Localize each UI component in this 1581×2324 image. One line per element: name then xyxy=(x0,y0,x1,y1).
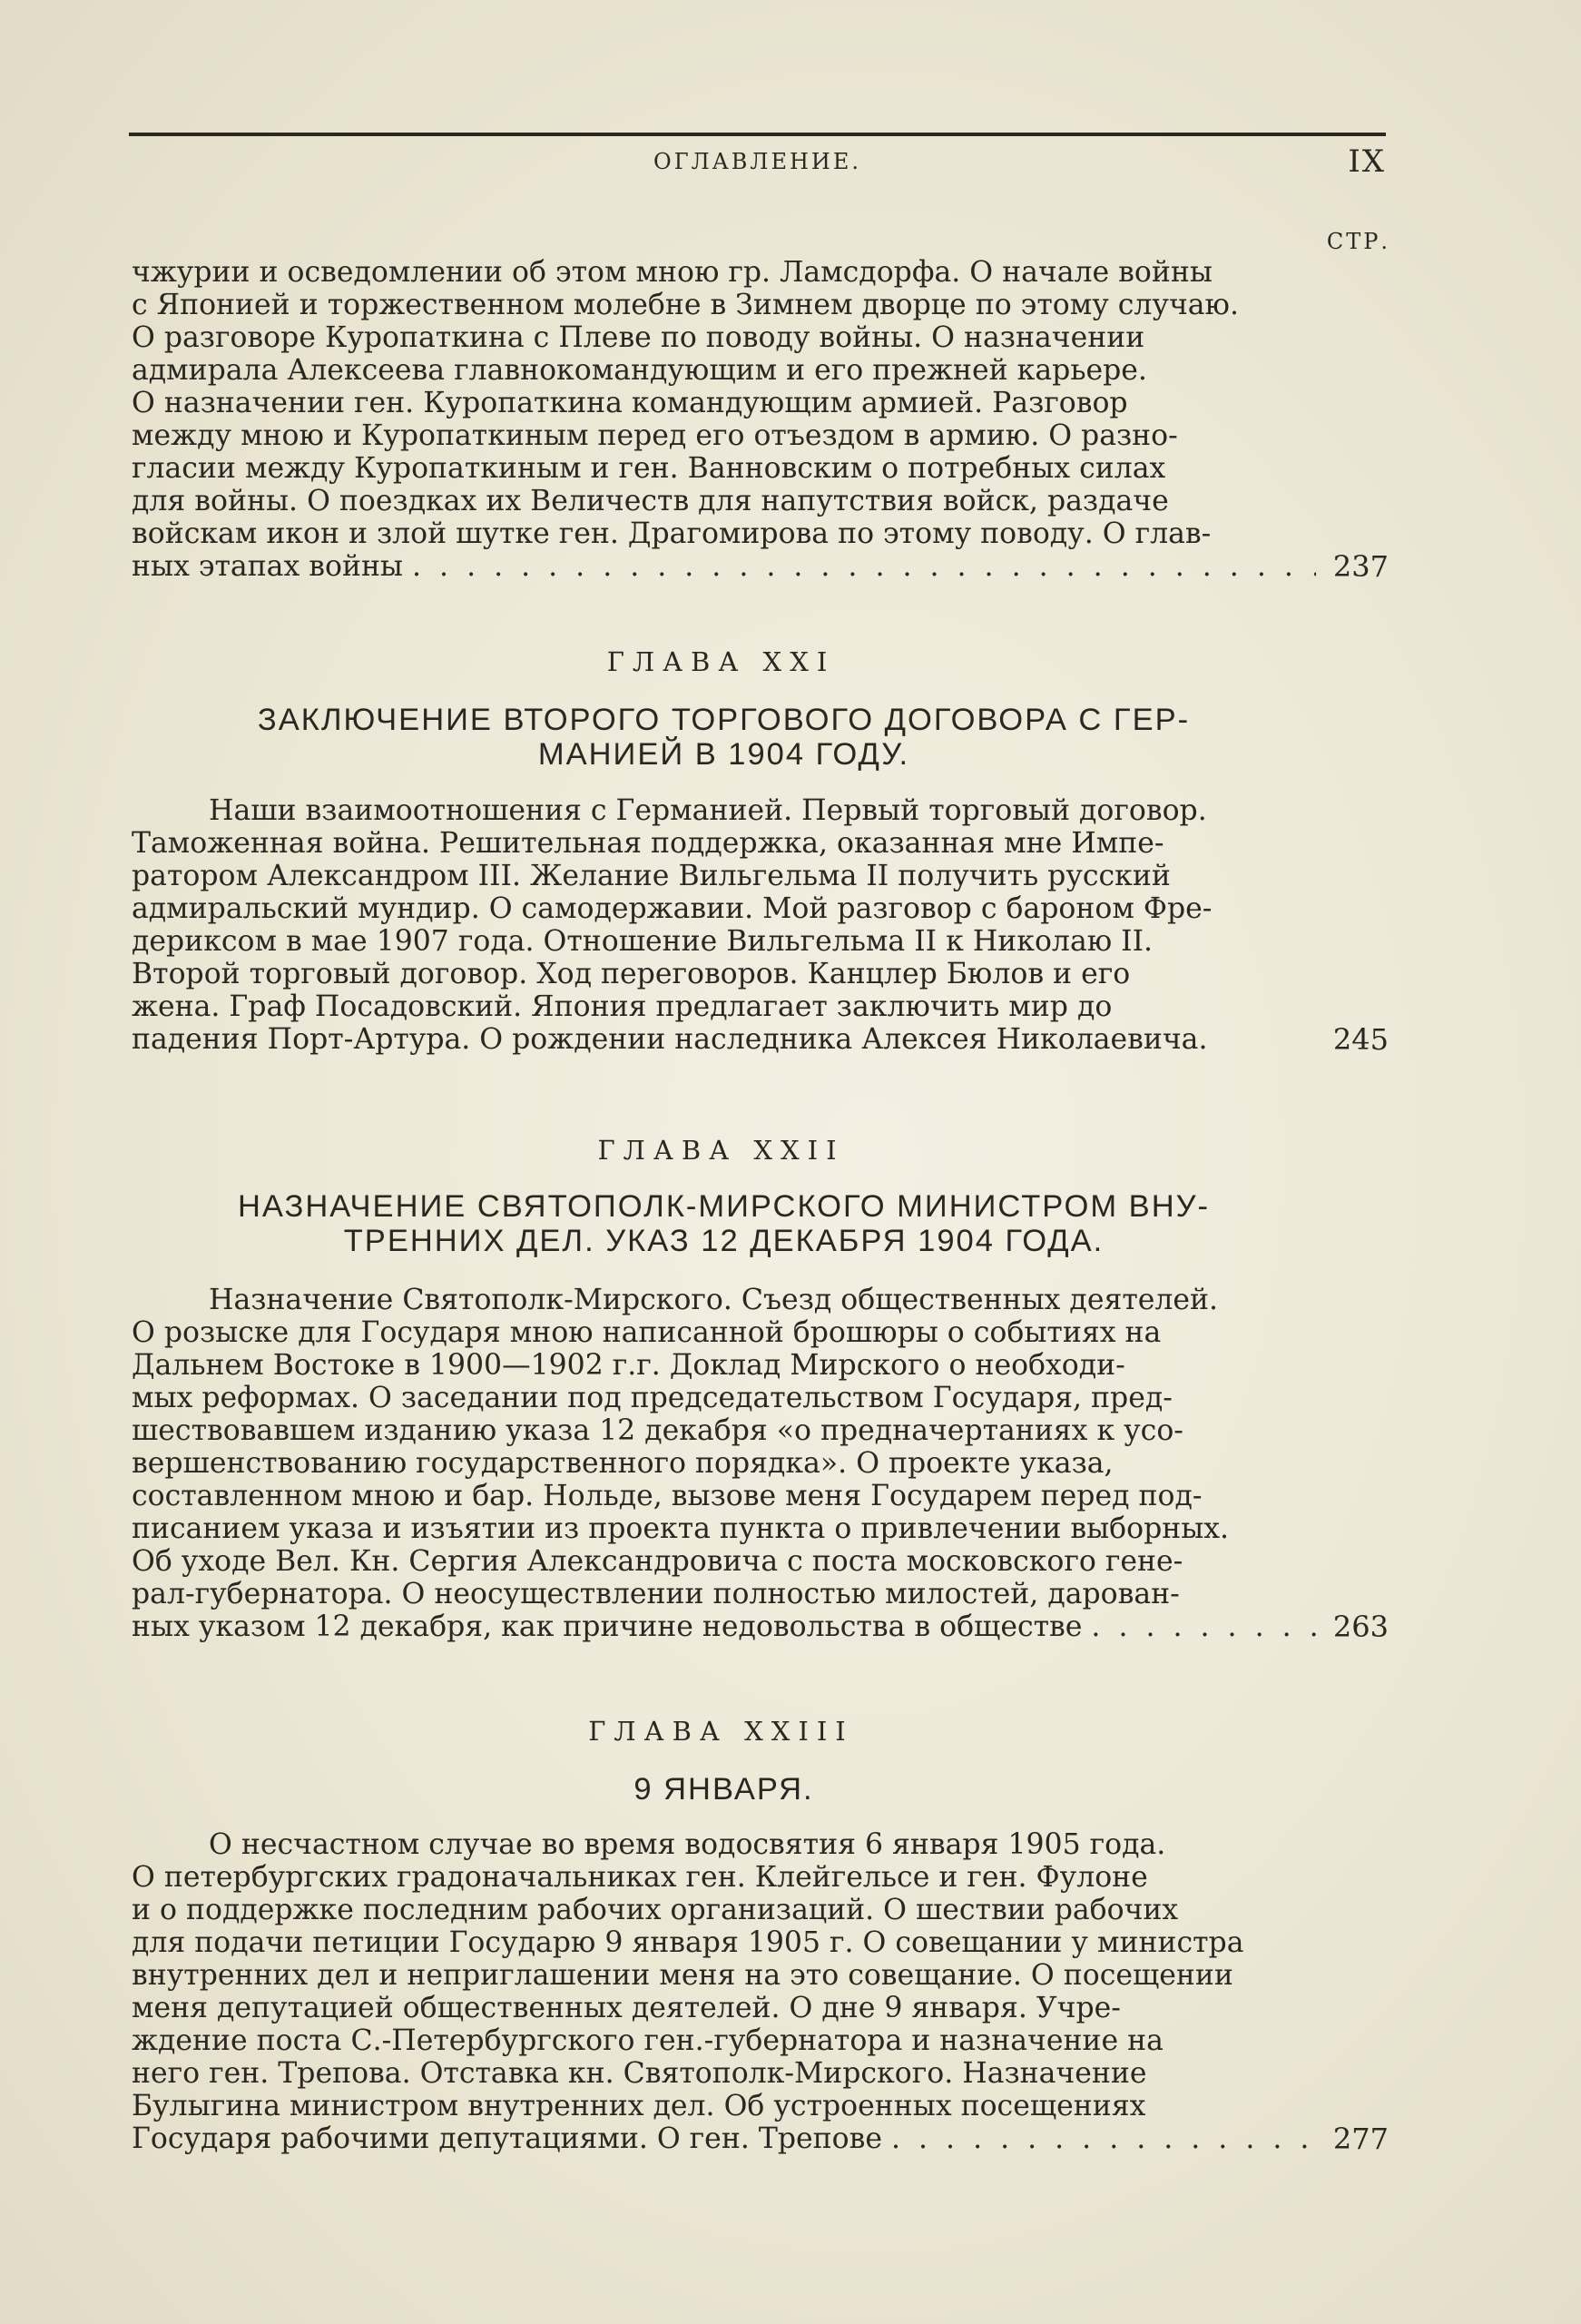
header-rule xyxy=(129,133,1386,136)
summary-line-text: ных указом 12 декабря, как причине недовольства в обществе xyxy=(132,1610,1083,1643)
summary-line: Об уходе Вел. Кн. Сергия Александровича с поста московского гене- xyxy=(132,1545,1183,1578)
summary-line: О петербургских градоначальниках ген. Клейгельсе и ген. Фулоне xyxy=(132,1861,1148,1894)
summary-line: ждение поста С.-Петербургского ген.-губернатора и назначение на xyxy=(132,2024,1164,2057)
summary-line: О назначении ген. Куропаткина командующим армией. Разговор xyxy=(132,387,1128,419)
summary-line: с Японией и торжественном молебне в Зимнем дворце по этому случаю. xyxy=(132,289,1239,321)
chapter-title-line: ТРЕННИХ ДЕЛ. УКАЗ 12 ДЕКАБРЯ 1904 ГОДА. xyxy=(343,1224,1105,1258)
chapter-xxiii-label: ГЛАВА XXIII xyxy=(588,1716,854,1747)
summary-line: меня депутацией общественных деятелей. О дне 9 января. Учре- xyxy=(132,1992,1121,2024)
summary-line: падения Порт-Артура. О рождении наследника Алексея Николаевича. xyxy=(132,1023,1208,1056)
summary-line: составленном мною и бар. Нольде, вызове меня Государем перед под- xyxy=(132,1480,1203,1512)
chapter-xxi-title xyxy=(132,703,1316,772)
summary-line: Наши взаимоотношения с Германией. Первый торговый договор. xyxy=(209,794,1207,827)
page-reference: 245 xyxy=(1332,1022,1389,1057)
summary-line-text: ных этапах войны xyxy=(132,550,404,583)
summary-line: рал-губернатора. О неосуществлении полностью милостей, дарован- xyxy=(132,1578,1180,1610)
summary-line: вершенствованию государственного порядка». О проекте указа, xyxy=(132,1447,1114,1480)
page-reference: 237 xyxy=(1332,549,1389,584)
summary-line: писанием указа и изъятии из проекта пункта о привлечении выборных. xyxy=(132,1512,1230,1545)
summary-line: дериксом в мае 1907 года. Отношение Вильгельма II к Николаю II. xyxy=(132,925,1154,958)
page-reference: 277 xyxy=(1332,2122,1389,2156)
summary-line: адмирала Алексеева главнокомандующим и его прежней карьере. xyxy=(132,354,1147,387)
summary-line: Дальнем Востоке в 1900—1902 г.г. Доклад Мирского о необходи- xyxy=(132,1349,1125,1382)
page-reference: 263 xyxy=(1332,1610,1389,1644)
summary-line: между мною и Куропаткиным перед его отъездом в армию. О разно- xyxy=(132,419,1178,452)
page-number: IX xyxy=(1348,143,1386,180)
summary-line: для подачи петиции Государю 9 января 1905 г. О совещании у министра xyxy=(132,1926,1244,1959)
page-column-label: СТР. xyxy=(1326,229,1390,254)
chapter-xxii-label: ГЛАВА XXII xyxy=(597,1135,845,1166)
summary-line: Таможенная война. Решительная поддержка, оказанная мне Импе- xyxy=(132,827,1164,860)
summary-last-line xyxy=(132,2122,1316,2155)
summary-line: адмиральский мундир. О самодержавии. Мой разговор с бароном Фре- xyxy=(132,892,1213,925)
summary-line: О несчастном случае во время водосвятия 6 января 1905 года. xyxy=(209,1828,1166,1861)
summary-line-text: Государя рабочими депутациями. О ген. Трепове xyxy=(132,2122,882,2155)
summary-line: гласии между Куропаткиным и ген. Ванновским о потребных силах xyxy=(132,452,1166,485)
summary-line: него ген. Трепова. Отставка кн. Святополк-Мирского. Назначение xyxy=(132,2057,1147,2090)
chapter-title-line: ЗАКЛЮЧЕНИЕ ВТОРОГО ТОРГОВОГО ДОГОВОРА С ГЕР- xyxy=(257,703,1191,737)
running-head xyxy=(129,143,1386,180)
summary-line: для войны. О поездках их Величеств для напутствия войск, раздаче xyxy=(132,485,1169,517)
chapter-title-line: НАЗНАЧЕНИЕ СВЯТОПОЛК-МИРСКОГО МИНИСТРОМ ВНУ- xyxy=(237,1189,1211,1224)
summary-last-line xyxy=(132,1610,1316,1643)
chapter-xxiii-title xyxy=(132,1772,1316,1807)
running-title: ОГЛАВЛЕНИЕ. xyxy=(653,149,861,174)
dot-leaders xyxy=(1091,1610,1316,1643)
chapter-xxi-summary xyxy=(132,794,1389,1057)
summary-line: жена. Граф Посадовский. Япония предлагает заключить мир до xyxy=(132,990,1113,1023)
chapter-xxii-summary xyxy=(132,1284,1389,1644)
dot-leaders xyxy=(412,550,1316,583)
chapter-xx-summary xyxy=(132,256,1389,584)
chapter-xxiii-summary xyxy=(132,1828,1389,2156)
chapter-xxi-label: ГЛАВА XXI xyxy=(606,646,836,677)
chapter-xxii-title xyxy=(132,1189,1316,1258)
summary-line: шествовавшем изданию указа 12 декабря «о предначертаниях к усо- xyxy=(132,1414,1183,1447)
summary-line: Второй торговый договор. Ход переговоров. Канцлер Бюлов и его xyxy=(132,958,1131,990)
dot-leaders xyxy=(891,2122,1316,2155)
summary-line: мых реформах. О заседании под председательством Государя, пред- xyxy=(132,1382,1173,1414)
chapter-title-line: МАНИЕЙ В 1904 ГОДУ. xyxy=(537,737,910,772)
summary-line: Булыгина министром внутренних дел. Об устроенных посещениях xyxy=(132,2090,1146,2122)
summary-line: ратором Александром III. Желание Вильгельма II получить русский xyxy=(132,860,1171,892)
chapter-title-line: 9 ЯНВАРЯ. xyxy=(633,1772,814,1807)
summary-line: внутренних дел и неприглашении меня на это совещание. О посещении xyxy=(132,1959,1233,1992)
summary-line: чжурии и осведомлении об этом мною гр. Ламсдорфа. О начале войны xyxy=(132,256,1213,289)
summary-last-line xyxy=(132,550,1316,583)
summary-line: О розыске для Государя мною написанной брошюры о событиях на xyxy=(132,1316,1162,1349)
summary-line: войскам икон и злой шутке ген. Драгомирова по этому поводу. О глав- xyxy=(132,517,1212,550)
summary-line: Назначение Святополк-Мирского. Съезд общественных деятелей. xyxy=(209,1284,1219,1316)
summary-line: О разговоре Куропаткина с Плеве по поводу войны. О назначении xyxy=(132,321,1145,354)
summary-line: и о поддержке последним рабочих организаций. О шествии рабочих xyxy=(132,1894,1179,1926)
